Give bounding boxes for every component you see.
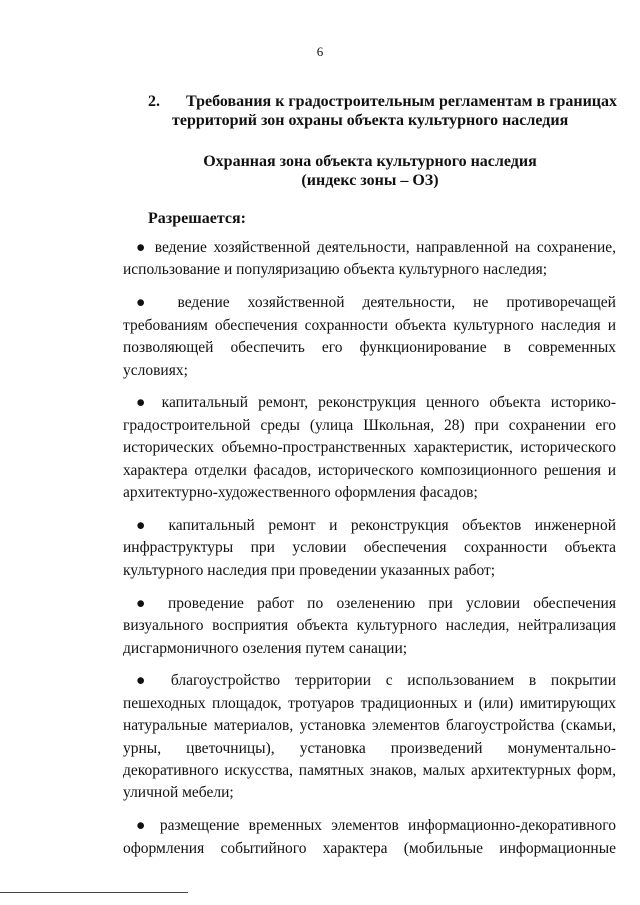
list-item-text: капитальный ремонт и реконструкция объектов инженерной инфраструктуры при условии обеспечения сохранности объекта культурного наследия при проведении указанных работ; [123,516,616,579]
list-item-text: проведение работ по озеленению при условии обеспечения визуального восприятия объекта культурного наследия, нейтрализация дисгармоничного озеления путем санации; [123,594,616,657]
list-item [123,292,616,382]
bullet-icon: ● [136,516,155,534]
zone-index: (индекс зоны – ОЗ) [301,172,439,189]
list-item [123,237,616,282]
list-item-text: благоустройство территории с использованием в покрытии пешеходных площадок, тротуаров традиционных и (или) имитирующих натуральные материалов, установка элементов благоустройства (скамьи, урны, цветочницы), установка произведений монументально-декоративного искусства, памятных знаков, малых архитектурных форм, уличной мебели; [123,672,617,802]
list-item [123,593,616,660]
zone-title: Охранная зона объекта культурного наследия [203,153,537,170]
list-item-text: размещение временных элементов информационно-декоративного оформления событийного характера (мобильные информационные [123,817,617,857]
section-title-line-1: Требования к градостроительным регламентам в границах [186,93,618,110]
allowed-label: Разрешается: [148,210,246,227]
list-item-text: ведение хозяйственной деятельности, направленной на сохранение, использование и популяризацию объекта культурного наследия; [123,239,616,279]
bullet-icon: ● [136,594,155,612]
list-item-text: капитальный ремонт, реконструкция ценного объекта историко-градостроительной среды (улица Школьная, 28) при сохранении его исторических объемно-пространственных характеристик, исторического характера отделки фасадов, исторического композиционного решения и архитектурно-художественного оформления фасадов; [123,394,616,502]
zone-heading [120,152,620,190]
list-item [123,392,616,504]
bullet-icon: ● [136,394,152,412]
bullet-icon: ● [136,672,157,690]
bullet-icon: ● [136,817,151,835]
list-item [123,815,616,860]
footer-divider [0,892,188,893]
bullet-icon: ● [136,239,149,256]
section-title-line-2: территорий зон охраны объекта культурного наследия [172,112,569,129]
list-item [123,670,616,804]
list-item [123,515,616,582]
section-heading [148,92,618,130]
section-number: 2. [148,93,160,110]
bullet-icon: ● [136,294,160,312]
list-item-text: ведение хозяйственной деятельности, не противоречащей требованиям обеспечения сохранности объекта культурного наследия и позволяющей обеспечить его функционирование в современных условиях; [123,294,616,379]
page-number: 6 [316,44,324,59]
allowed-list [123,237,616,871]
